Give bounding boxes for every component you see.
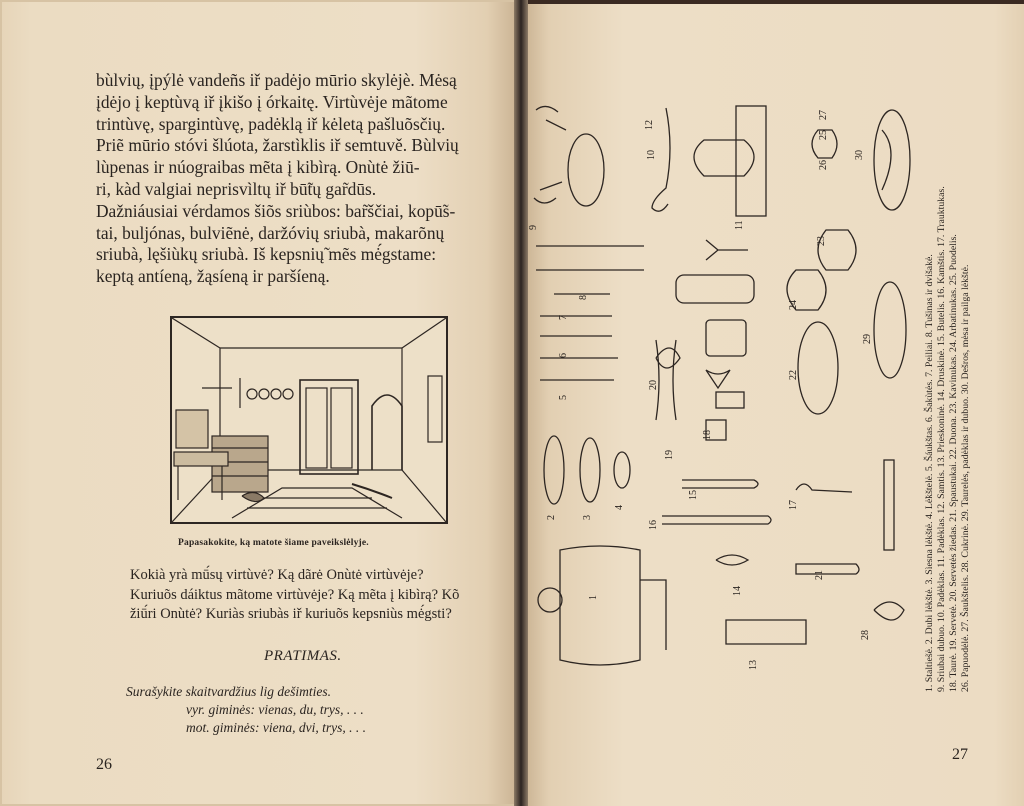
question-block [130,566,516,625]
item-number-label: 1 [588,595,599,600]
item-number-label: 8 [578,295,589,300]
body-paragraph [96,70,514,288]
body-text-line: Dažniáusiai vérdamos šiõs sriùbos: bar̃ščiai, kopū̃s- [96,200,456,221]
exercise-line-masculine: vyr. giminės: vienas, du, trys, . . . [186,702,364,717]
item-number-label: 29 [862,334,873,344]
illustration-legend [924,572,972,692]
item-number-label: 10 [646,150,657,160]
item-number-label: 25 [818,130,829,140]
item-number-label: 7 [558,315,569,320]
item-number-label: 17 [788,500,799,510]
legend-line [936,572,948,692]
legend-line [960,572,972,692]
item-number-label: 11 [734,220,745,230]
kitchen-illustration [170,316,448,524]
item-number-label: 12 [644,120,655,130]
item-number-label: 22 [788,370,799,380]
item-number-label: 30 [854,150,865,160]
item-number-label: 3 [582,515,593,520]
item-number-label: 13 [748,660,759,670]
body-text-line: ri, kàd valgiai neprisvìltų iř bū̃tų gar̃dūs. [96,178,377,199]
kitchen-drawing [172,318,446,522]
item-number-label: 27 [818,110,829,120]
item-number-label: 6 [558,353,569,358]
tableware-illustrations [526,80,914,700]
body-text-line: bùlvių, įpýlė vandeñs iř padėjo mūrio skylėjè. Mėsą [96,70,457,90]
body-text-line: lùpenas ir núograibas mẽta į kibìrą. Onùtė žiū- [96,157,420,178]
body-text-line: trintùvę, spargintùvę, padėklą iř kėletą pašluõsčių. [96,113,446,134]
body-text-line: tai, buljónas, bulviẽnė, daržóvių sriubà, makarõnų [96,222,445,243]
table-drawing [560,546,640,665]
page-number-left: 26 [96,756,112,773]
exercise-heading: PRATIMAS. [264,648,342,664]
body-text-line: įdėjo į keptùvą iř įkišo į órkaitę. Virtùvėje mãtome [96,91,448,112]
item-number-label: 28 [860,630,871,640]
item-number-label: 20 [648,380,659,390]
item-number-label: 23 [816,236,827,246]
question-line: Kuriuõs dáiktus mãtome virtùvėje? Ką mẽta į kibìrą? Kõ [130,586,460,603]
item-number-label: 26 [818,160,829,170]
legend-line [924,572,936,692]
item-number-label: 21 [814,570,825,580]
soup-bowl-drawing [568,134,604,206]
item-number-label: 16 [648,520,659,530]
exercise-line-feminine: mot. giminės: viena, dvi, trys, . . . [186,720,366,735]
figure-caption: Papasakokite, ką matote šiame paveikslėlyje. [178,538,369,548]
item-number-label: 19 [664,450,675,460]
teapot-drawing [694,140,754,176]
item-number-label: 15 [688,490,699,500]
question-line: Kokià yrà mū́sų virtùvė? Ką dãrė Onùtė virtùvėje? [130,567,424,583]
item-number-label: 9 [528,225,539,230]
item-number-label: 5 [558,395,569,400]
question-line: žiū́ri Onùtė? Kuriàs sriubàs iř kuriuõs kepsniùs mė́gsti? [130,606,452,622]
body-text-line: sriubà, lęšiùkų sriubà. Iš kepsnių̃ mẽs mė́gstame: [96,244,437,265]
item-number-label: 14 [732,586,743,596]
body-text-line: Priẽ mūrio stóvi šlúota, žarstìklis iř semtuvě. Bùlvių [96,135,459,156]
exercise-instruction: Surašykite skaitvardžius lig dešimties. [126,684,331,699]
item-number-label: 24 [788,300,799,310]
page-number-right: 27 [952,746,968,763]
body-text-line: keptą antíeną, žąsíeną ir paršíeną. [96,266,330,287]
item-number-label: 18 [702,430,713,440]
item-number-label: 4 [614,505,625,510]
legend-line [948,572,960,692]
item-number-label: 2 [546,515,557,520]
